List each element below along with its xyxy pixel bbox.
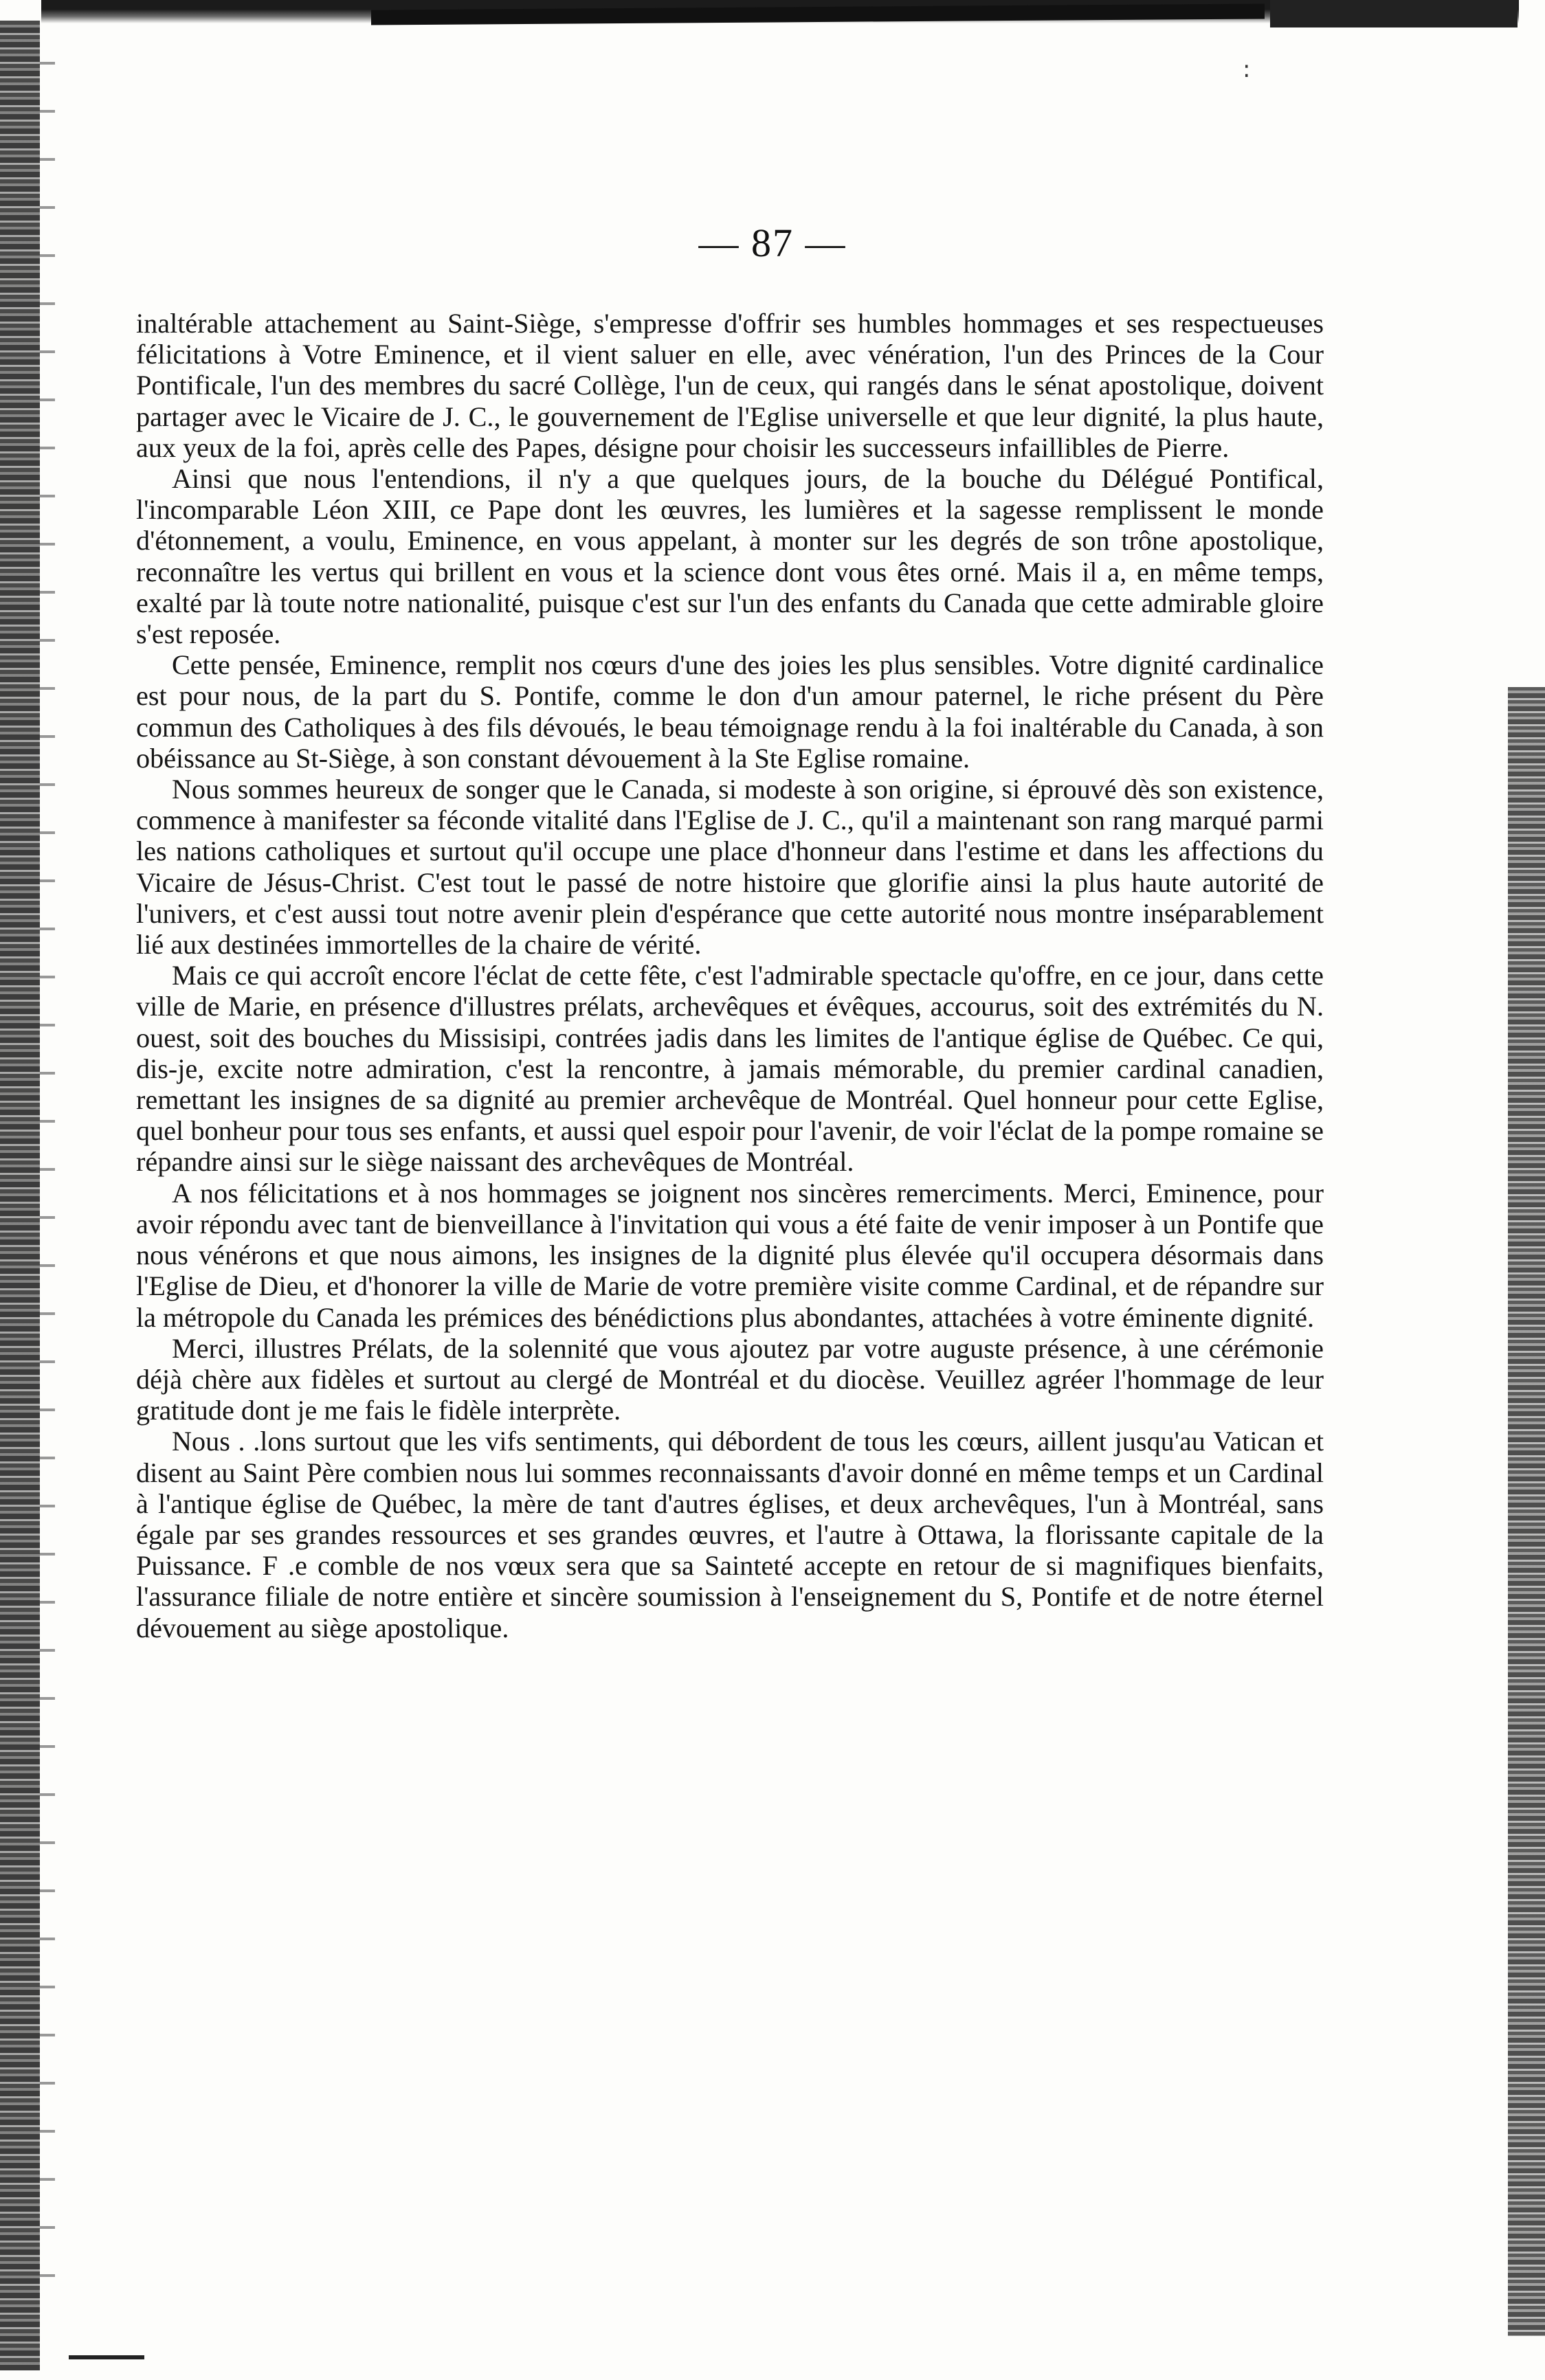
scan-top-corner [1270,0,1518,27]
body-text [136,308,1324,1643]
scan-left-edge-shadow [40,41,55,2309]
paragraph: Cette pensée, Eminence, remplit nos cœurs d'une des joies les plus sensibles. Votre dignité cardinalice est pour nous, de la part du S. Pontife, comme le don d'un amour paternel, le riche présent du Père commun des Catholiques à des fils dévoués, le beau témoignage rendu à la foi inaltérable du Canada, à son obéissance au St-Siège, à son constant dévouement à la Ste Eglise romaine. [136,649,1324,774]
corner-mark: : [1243,56,1251,83]
scan-right-edge [1508,687,1545,2336]
paragraph: Ainsi que nous l'entendions, il n'y a que quelques jours, de la bouche du Délégué Pontifical, l'incomparable Léon XIII, ce Pape dont les œuvres, les lumières et la sagesse remplissent le monde d'étonnement, a voulu, Eminence, en vous appelant, à monter sur les degrés de son trône apostolique, reconnaître les vertus qui brillent en vous et la science dont vous êtes orné. Mais il a, en même temps, exalté par là toute notre nationalité, puisque c'est sur l'un des enfants du Canada que cette admirable gloire s'est reposée. [136,463,1324,650]
paragraph: Nous . .lons surtout que les vifs sentiments, qui débordent de tous les cœurs, aillent jusqu'au Vatican et disent au Saint Père combien nous lui sommes reconnaissants d'avoir donné en même temps et un Cardinal à l'antique église de Québec, la mère de tant d'autres églises, et deux archevêques, l'un à Montréal, sans égale par ses grandes ressources et ses grandes œuvres, et l'autre à Ottawa, la florissante capitale de la Puissance. F .e comble de nos vœux sera que sa Sainteté accepte en retour de si magnifiques bienfaits, l'assurance filiale de notre entière et sincère soumission à l'enseignement du S, Pontife et de notre éternel dévouement au siège apostolique. [136,1426,1324,1643]
paragraph: Merci, illustres Prélats, de la solennité que vous ajoutez par votre auguste présence, à une cérémonie déjà chère aux fidèles et surtout au clergé de Montréal et du diocèse. Veuillez agréer l'hommage de leur gratitude dont je me fais le fidèle interprète. [136,1332,1324,1426]
paragraph: A nos félicitations et à nos hommages se joignent nos sincères remerciments. Merci, Eminence, pour avoir répondu avec tant de bienveillance à l'invitation qui vous a été faite de venir imposer à un Pontife que nous vénérons et que nous aimons, les insignes de la dignité plus élevée qu'il occupera désormais dans l'Eglise de Dieu, et d'honorer la ville de Marie de votre première visite comme Cardinal, et de répandre sur la métropole du Canada les prémices des bénédictions plus abondantes, attachées à votre éminente dignité. [136,1177,1324,1333]
page-number: — 87 — [698,221,847,265]
paragraph: inaltérable attachement au Saint-Siège, s'empresse d'offrir ses humbles hommages et ses respectueuses félicitations à Votre Eminence, et il vient saluer en elle, avec vénération, l'un des Princes de la Cour Pontificale, l'un des membres du sacré Collège, l'un de ceux, qui rangés dans le sénat apostolique, doivent partager avec le Vicaire de J. C., le gouvernement de l'Eglise universelle et que leur dignité, la plus haute, aux yeux de la foi, après celle des Papes, désigne pour choisir les successeurs infaillibles de Pierre. [136,308,1324,463]
paragraph: Nous sommes heureux de songer que le Canada, si modeste à son origine, si éprouvé dès son existence, commence à manifester sa féconde vitalité dans l'Eglise de J. C., qu'il a maintenant son rang marqué parmi les nations catholiques et surtout qu'il occupe une place d'honneur dans l'estime et dans les affections du Vicaire de Jésus-Christ. C'est tout le passé de notre histoire que glorifie ainsi la plus haute autorité de l'univers, et c'est aussi tout notre avenir plein d'espérance que cette autorité nous montre inséparablement lié aux destinées immortelles de la chaire de vérité. [136,774,1324,961]
scan-left-edge [0,21,40,2370]
scan-bottom-mark [69,2355,144,2359]
paragraph: Mais ce qui accroît encore l'éclat de cette fête, c'est l'admirable spectacle qu'offre, en ce jour, dans cette ville de Marie, en présence d'illustres prélats, archevêques et évêques, accourus, soit des extrémités du N. ouest, soit des bouches du Missisipi, contrées jadis dans les limites de l'antique église de Québec. Ce qui, dis-je, excite notre admiration, c'est la rencontre, à jamais mémorable, du premier cardinal canadien, remettant les insignes de sa dignité au premier archevêque de Montréal. Quel honneur pour cette Eglise, quel bonheur pour tous ses enfants, et aussi quel espoir pour l'avenir, de voir l'éclat de la pompe romaine se répandre ainsi sur le siège naissant des archevêques de Montréal. [136,960,1324,1178]
